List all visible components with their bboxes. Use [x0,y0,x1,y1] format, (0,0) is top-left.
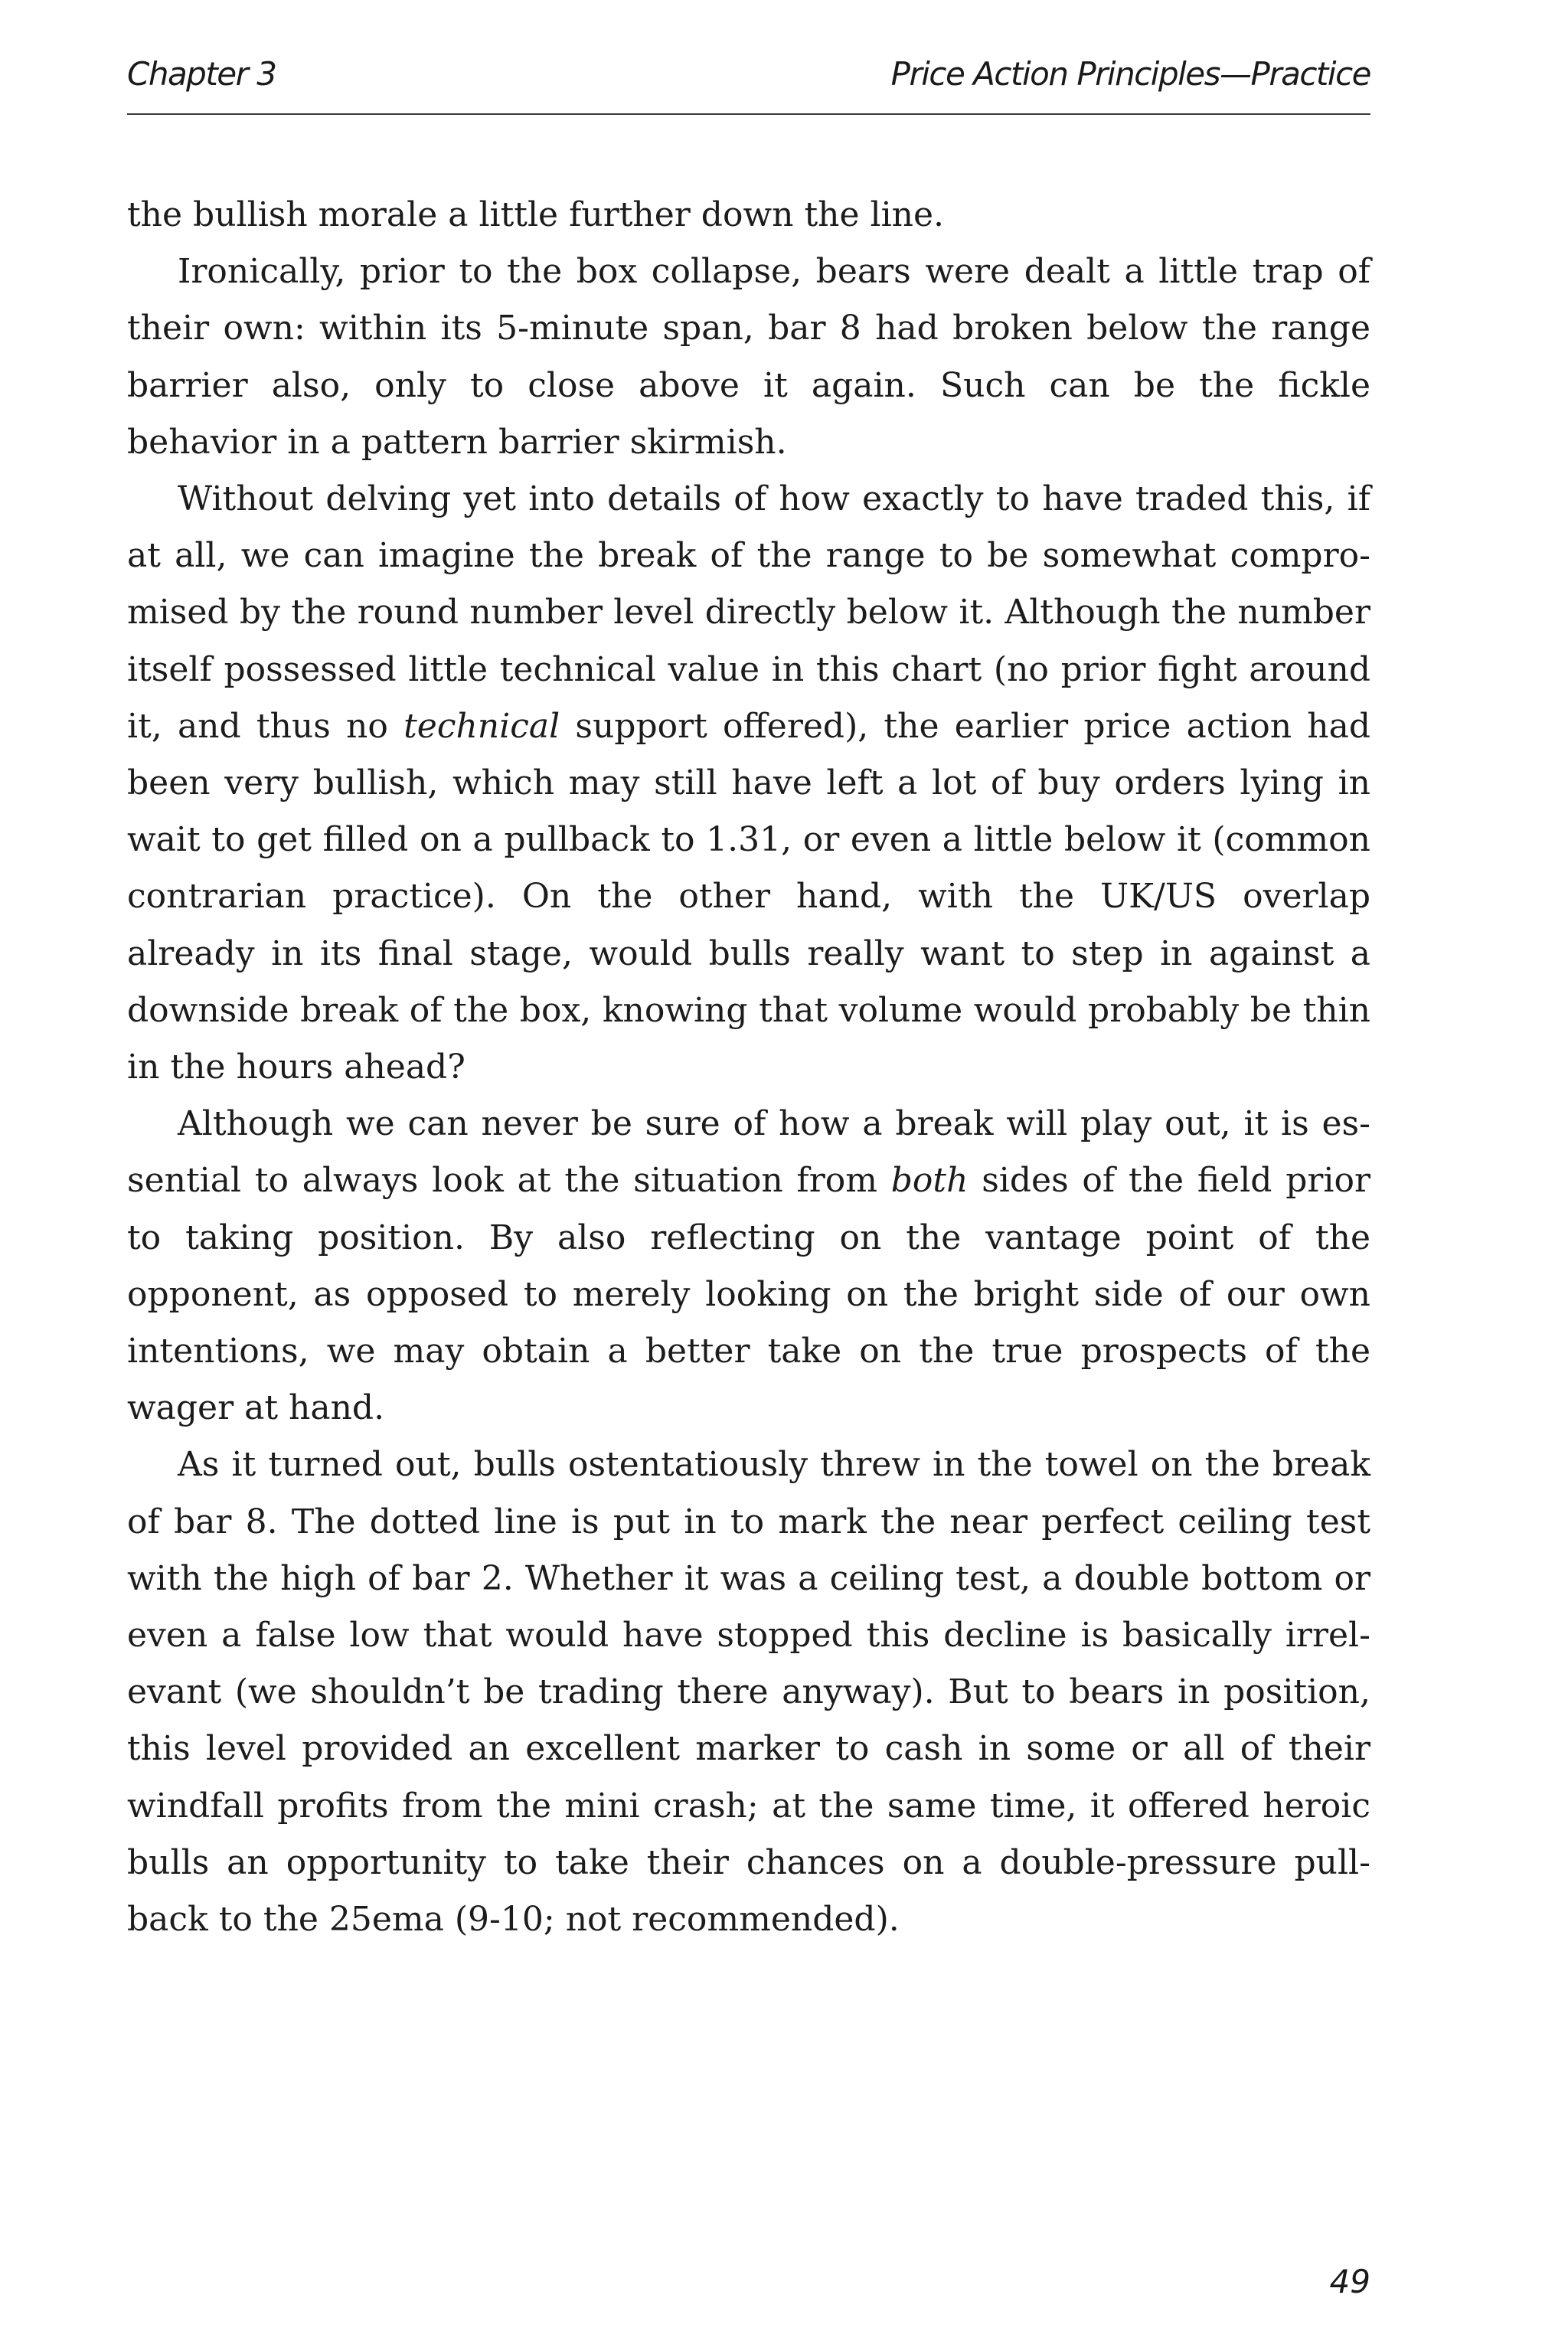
running-header [127,51,1370,107]
paragraph [127,1437,1370,1948]
paragraph-text: Although we can never be sure of how a break will play out, it is essential to always look at the situation from [127,1104,1370,1201]
paragraph-text: Ironically, prior to the box collapse, bears were dealt a little trap of their own: within its 5-minute span, bar 8 had broken below the range barrier also, only to close above it again. Such can be the fickle behavior in a pattern barrier skirmish. [127,252,1370,462]
section-title: Price Action Principles—Practice [890,55,1370,93]
paragraph [127,187,1370,244]
paragraph-text: support offered), the earlier price action had been very bullish, which may still have left a lot of buy orders lying in wait to get filled on a pullback to 1.31, or even a little below it (common contrarian practice). On the other hand, with the UK/US overlap already in its final stage, would bulls really want to step in against a downside break of the box, knowing that volume would probably be thin in the hours ahead? [127,706,1371,1087]
header-rule [127,113,1370,115]
body-text [127,187,1370,1948]
paragraph-text: Without delving yet into details of how exactly to have traded this, if at all, we can imagine the break of the range to be somewhat compromised by the round number level directly below it. Although the number itself possessed little technical value in this chart (no prior fight around it, and thus no [127,479,1370,746]
paragraph [127,1096,1370,1437]
paragraph-text: sides of the field prior to taking position. By also reflecting on the vantage point of the opponent, as opposed to merely looking on the bright side of our own intentions, we may obtain a better take on the true prospects of the wager at hand. [127,1161,1371,1428]
paragraph [127,244,1370,471]
emphasized-text: both [890,1161,969,1201]
chapter-label: Chapter 3 [127,55,276,93]
emphasized-text: technical [403,706,560,746]
paragraph [127,471,1370,1096]
page-number: 49 [1329,2263,1370,2300]
paragraph-text: the bullish morale a little further down the line. [127,195,944,234]
paragraph-text: As it turned out, bulls ostentatiously threw in the towel on the break of bar 8. The dotted line is put in to mark the near perfect ceiling test with the high of bar 2. Whether it was a ceiling test, a double bottom or even a false low that would have stopped this decline is basically irrelevant (we shouldn’t be trading there anyway). But to bears in position, this level provided an excellent marker to cash in some or all of their windfall profits from the mini crash; at the same time, it offered heroic bulls an opportunity to take their chances on a double-pressure pullback to the 25ema (9-10; not recommended). [127,1445,1370,1940]
